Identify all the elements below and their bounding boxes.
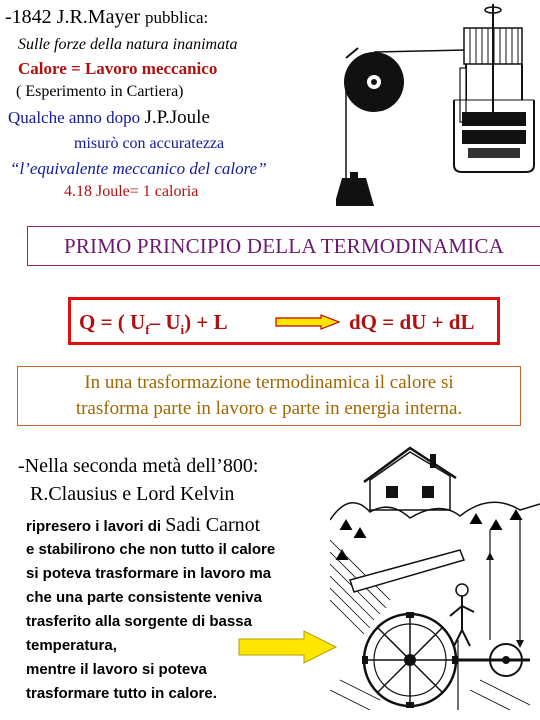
experiment-note: ( Esperimento in Cartiera) bbox=[16, 83, 184, 100]
second-half-heading: -Nella seconda metà dell’800: bbox=[18, 455, 259, 477]
joule-name: J.P.Joule bbox=[144, 107, 210, 128]
carnot-line-a: ripresero i lavori di bbox=[26, 518, 166, 535]
carnot-line bbox=[26, 514, 260, 537]
statement-line-2: trasforma parte in lavoro e parte in energia interna. bbox=[75, 398, 463, 419]
joule-line-a: Qualche anno dopo bbox=[8, 108, 145, 127]
text-line: trasferito alla sorgente di bassa bbox=[26, 613, 252, 630]
yellow-arrow-icon bbox=[238, 630, 338, 664]
joule-measured: misurò con accuratezza bbox=[74, 135, 225, 152]
mayer-line bbox=[5, 6, 208, 29]
first-law-statement-box bbox=[17, 366, 521, 426]
mayer-line-main: -1842 J.R.Mayer bbox=[5, 6, 145, 28]
joule-line bbox=[8, 107, 210, 129]
integral-form-equation bbox=[79, 310, 228, 338]
first-law-title-box bbox=[27, 226, 540, 266]
heat-equals-work: Calore = Lavoro meccanico bbox=[18, 59, 218, 78]
first-law-title: PRIMO PRINCIPIO DELLA TERMODINAMICA bbox=[63, 233, 505, 258]
eq-part-l: ) + L bbox=[184, 310, 228, 334]
mechanical-equivalent: “l’equivalente meccanico del calore” bbox=[10, 159, 267, 178]
statement-line-1: In una trasformazione termodinamica il calore si bbox=[84, 372, 454, 393]
text-line: che una parte consistente veniva bbox=[26, 589, 262, 606]
eq-part-q: Q = ( U bbox=[79, 310, 146, 334]
waterwheel-illustration bbox=[330, 440, 540, 718]
text-line: si poteva trasformare in lavoro ma bbox=[26, 565, 272, 582]
carnot-name: Sadi Carnot bbox=[165, 514, 261, 536]
first-law-equation-box bbox=[68, 297, 500, 345]
eq-part-ui: – U bbox=[149, 310, 181, 334]
joule-calorie-value: 4.18 Joule= 1 caloria bbox=[64, 183, 199, 200]
clausius-kelvin: R.Clausius e Lord Kelvin bbox=[30, 483, 235, 505]
yellow-arrow-icon bbox=[275, 314, 341, 330]
mayer-work-title: Sulle forze della natura inanimata bbox=[18, 36, 238, 53]
mayer-line-small: pubblica: bbox=[144, 8, 209, 27]
text-line: mentre il lavoro si poteva bbox=[26, 661, 207, 678]
text-line: temperatura, bbox=[26, 637, 117, 654]
differential-form-equation: dQ = dU + dL bbox=[349, 310, 475, 334]
joule-apparatus-illustration bbox=[336, 0, 540, 215]
text-line: trasformare tutto in calore. bbox=[26, 685, 217, 702]
text-line: e stabilirono che non tutto il calore bbox=[26, 541, 276, 558]
eq-sub-f: f bbox=[145, 322, 150, 338]
eq-sub-i: i bbox=[180, 322, 185, 338]
